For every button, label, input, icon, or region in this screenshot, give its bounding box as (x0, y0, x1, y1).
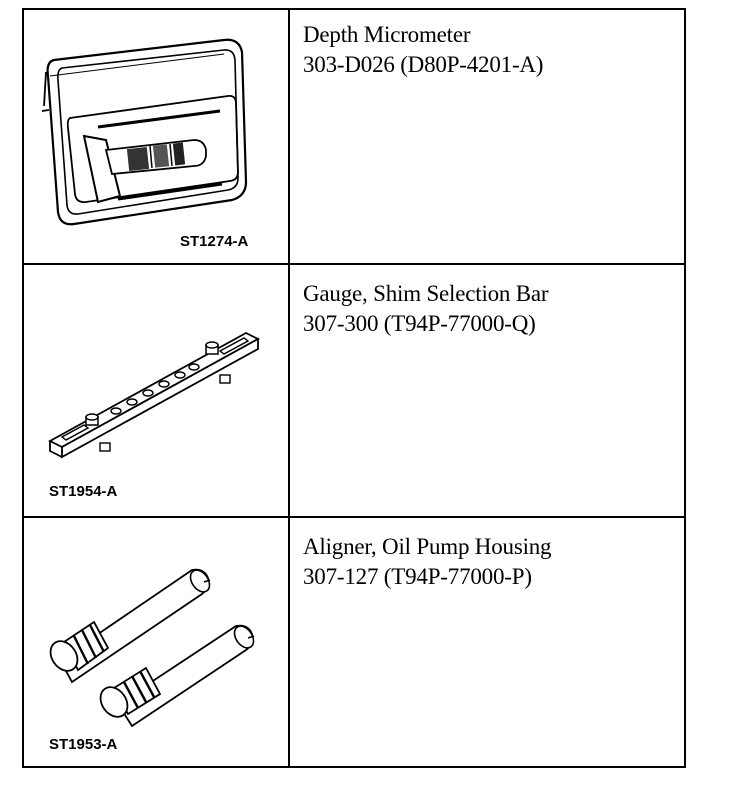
image-label: ST1274-A (180, 233, 249, 250)
tool-number: 303-D026 (D80P-4201-A) (303, 52, 544, 77)
tool-text-cell (290, 265, 684, 516)
tool-number: 307-300 (T94P-77000-Q) (303, 311, 536, 336)
tool-image-cell (24, 265, 290, 516)
image-label: ST1954-A (49, 483, 118, 500)
tool-image-cell (24, 518, 290, 766)
special-tools-table (22, 8, 686, 768)
tool-text-cell (290, 518, 684, 766)
shim-selection-bar-icon (24, 265, 288, 516)
tool-row (24, 10, 684, 265)
oil-pump-aligner-icon (24, 518, 288, 764)
tool-name: Gauge, Shim Selection Bar (303, 281, 549, 306)
tool-number: 307-127 (T94P-77000-P) (303, 564, 532, 589)
depth-micrometer-case-icon (24, 10, 288, 263)
tool-text-cell (290, 10, 684, 263)
tool-name: Aligner, Oil Pump Housing (303, 534, 552, 559)
tool-name: Depth Micrometer (303, 22, 471, 47)
image-label: ST1953-A (49, 736, 118, 753)
tool-row (24, 265, 684, 518)
tool-row (24, 518, 684, 766)
tool-image-cell (24, 10, 290, 263)
